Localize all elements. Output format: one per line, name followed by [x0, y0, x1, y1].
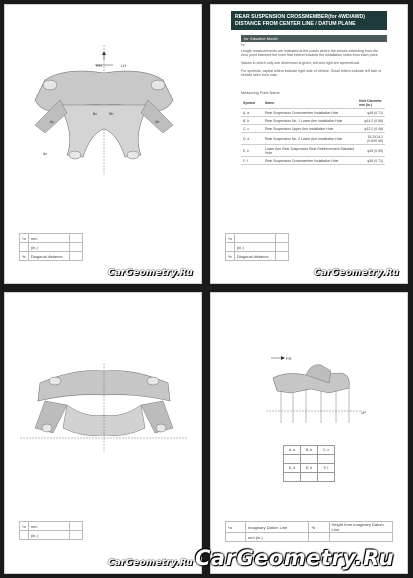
label-fr: FR — [286, 356, 292, 361]
table-row: A, a Rear Suspension Crossmember Installation Hole φ18 (0.71) — [243, 110, 383, 115]
note-2: Values in which only one dimension is given, left and right are symmetrical. — [241, 61, 360, 65]
hole-diameter-table — [241, 97, 385, 165]
page-top-view — [4, 4, 202, 284]
watermark: CarGeometry.Ru — [313, 268, 399, 278]
legend-table: *a Imaginary Datum Line *b Height from Imaginary Datum Line mm (in.) — [225, 521, 393, 542]
table-header-row: Symbol Name Hole Diameter mm (in.) — [241, 97, 385, 109]
label-ac-2: Ac — [43, 152, 48, 156]
hint-label: Hi — [241, 43, 245, 47]
watermark: CarGeometry.Ru — [107, 558, 193, 568]
section-subtitle: for Gasoline Model — [241, 35, 387, 42]
page-side-view — [210, 292, 408, 574]
label-ab: Ab — [155, 120, 160, 124]
legend-table: *a mm (in.) *b Diagonal distance — [19, 233, 83, 261]
label-up: UP — [361, 411, 366, 415]
table-row: F, f Rear Suspension Crossmember Installation Hole φ18 (0.71) — [243, 158, 383, 163]
footer-watermark: CarGeometry.Ru — [195, 546, 395, 570]
page-measurement-table — [210, 4, 408, 284]
note-3: For symbols, capital letters indicate right side of vehicle. Small letters indicate left side of vehicle seen from side. — [241, 69, 382, 78]
table-row: E, e Lower Arm Rear Suspension Rear Reinforcement Standard Hole φ15 (0.59) — [243, 146, 383, 155]
crossmember-top-view-diagram — [5, 5, 202, 205]
label-lh: LH — [121, 63, 127, 68]
label-ac: Ac — [50, 120, 55, 124]
label-bc: Bc — [93, 112, 98, 116]
crossmember-front-view-diagram — [5, 293, 202, 493]
label-rh: RH — [96, 63, 102, 68]
page-front-view — [4, 292, 202, 574]
table-row: C, c Rear Suspension Upper Arm Installation Hole φ12.2 (0.48) — [243, 126, 383, 131]
page-title: REAR SUSPENSION CROSSMEMBER(for 4WD/AWD) DISTANCE FROM CENTER LINE / DATUM PLANE — [231, 11, 387, 30]
note-1: Length measurements are indicated at the points where the arrows extending from the zero point intersect the lines that extend towards the installation holes from each point. — [241, 49, 379, 58]
measuring-point-label: Measuring Point Name — [241, 91, 280, 95]
watermark: CarGeometry.Ru — [107, 268, 193, 278]
legend-table: *a mm (in.) — [19, 521, 83, 540]
label-bb: Bb — [109, 112, 114, 116]
table-row: B, b Rear Suspension No. 1 Lower Arm Installation Hole φ14.2 (0.56) — [243, 118, 383, 123]
legend-table: *a (in.) *b Diagonal distance — [225, 233, 289, 261]
table-row: D, d Rear Suspension No. 2 Lower Arm Installation Hole 15.2X14.2 (0.6X0.56) — [243, 134, 383, 143]
callout-table: A, a B, b C, c D, d E, e F, f — [283, 445, 335, 482]
